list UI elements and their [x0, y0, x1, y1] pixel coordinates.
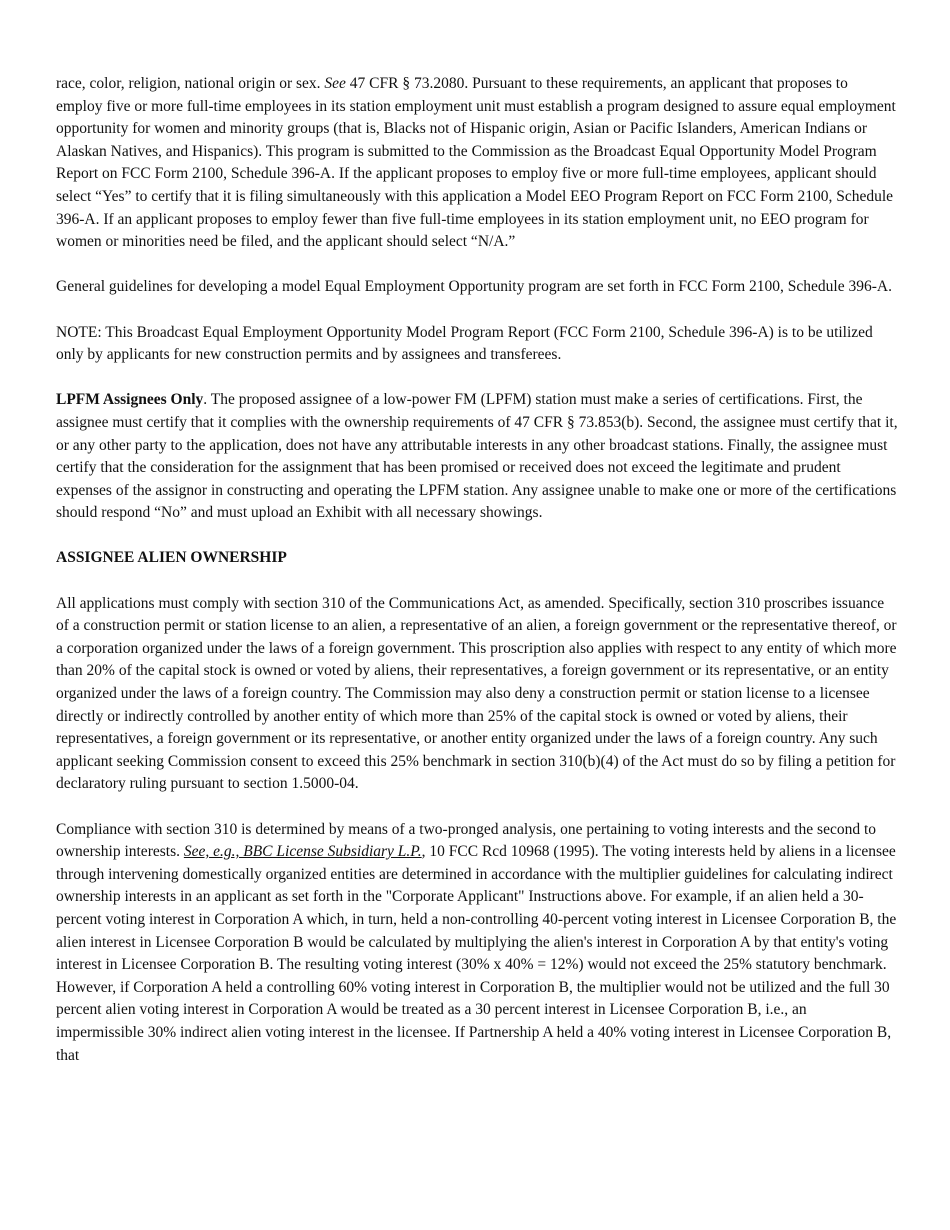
lpfm-text: . The proposed assignee of a low-power FM (LPFM) station must make a series of certifications. First, the assignee must certify that it complies with the ownership requirements of 47 CFR § 73.853(b). Second, the assignee must certify that it, or any other party to the application, does not have any attributable interests in any other broadcast stations. Finally, the assignee must certify that the consideration for the assignment that has been promised or received does not exceed the legitimate and prudent expenses of the assignor in constructing and operating the LPFM station. Any assignee unable to make one or more of the certifications should respond “No” and must upload an Exhibit with all necessary showings. — [56, 391, 898, 522]
section-310-paragraph: All applications must comply with section 310 of the Communications Act, as amended. Specifically, section 310 proscribes issuance of a construction permit or station license to an alien, a representative of an alien, a foreign government or the representative thereof, or a corporation organized under the laws of a foreign government. This proscription also applies with respect to any entity of which more than 20% of the capital stock is owned or voted by aliens, their representatives, a foreign government or its representative, or an entity organized under the laws of a foreign country. The Commission may also deny a construction permit or station license to a licensee directly or indirectly controlled by another entity of which more than 25% of the capital stock is owned or voted by aliens, their representatives, a foreign government or its representative, or another entity organized under the laws of a foreign country. Any such applicant seeking Commission consent to exceed this 25% benchmark in section 310(b)(4) of the Act must do so by filing a petition for declaratory ruling pursuant to section 1.5000-04. — [56, 594, 897, 793]
document-page — [56, 73, 898, 1090]
case-citation: See, e.g., BBC License Subsidiary L.P. — [183, 843, 422, 861]
eeo-text-rest: 47 CFR § 73.2080. Pursuant to these requirements, an applicant that proposes to employ five or more full-time employees in its station employment unit must establish a program designed to assure equal employment opportunity for women and minority groups (that is, Blacks not of Hispanic origin, Asian or Pacific Islanders, American Indians or Alaskan Natives, and Hispanics). This program is submitted to the Commission as the Broadcast Equal Opportunity Model Program Report on FCC Form 2100, Schedule 396-A. If the applicant proposes to employ five or more full-time employees, applicant should select “Yes” to certify that it is filing simultaneously with this application a Model EEO Program Report on FCC Form 2100, Schedule 396-A. If an applicant proposes to employ fewer than five full-time employees in its station employment unit, no EEO program for women or minorities need be filed, and the applicant should select “N/A.” — [56, 75, 896, 251]
eeo-paragraph — [56, 73, 898, 254]
see-citation: See — [324, 75, 346, 92]
compliance-text-rest: , 10 FCC Rcd 10968 (1995). The voting interests held by aliens in a licensee through intervening domestically organized entities are determined in accordance with the multiplier guidelines for calculating indirect ownership interests in an applicant as set forth in the "Corporate Applicant" Instructions above. For example, if an alien held a 30-percent voting interest in Corporation A which, in turn, held a non-controlling 40-percent voting interest in Licensee Corporation B, the alien interest in Licensee Corporation B would be calculated by multiplying the alien's interest in Corporation A by that entity's voting interest in Licensee Corporation B. The resulting voting interest (30% x 40% = 12%) would not exceed the 25% statutory benchmark. However, if Corporation A held a controlling 60% voting interest in Corporation B, the multiplier would not be utilized and the full 30 percent alien voting interest in Corporation A would be treated as a 30 percent interest in Licensee Corporation B, i.e., an impermissible 30% indirect alien voting interest in the licensee. If Partnership A held a 40% voting interest in Licensee Corporation B, that — [56, 843, 897, 1064]
lpfm-lead: LPFM Assignees Only — [56, 391, 204, 409]
eeo-text-start: race, color, religion, national origin or sex. — [56, 75, 325, 92]
compliance-text-start: Compliance with section 310 is determined by means of a two-pronged analysis, one pertaining to voting interests and the second to ownership interests. — [56, 820, 877, 861]
compliance-paragraph — [56, 819, 898, 1068]
section-heading: ASSIGNEE ALIEN OWNERSHIP — [56, 549, 287, 567]
guidelines-paragraph: General guidelines for developing a model Equal Employment Opportunity program are set forth in FCC Form 2100, Schedule 396-A. — [56, 278, 892, 296]
lpfm-paragraph — [56, 389, 898, 525]
note-paragraph: NOTE: This Broadcast Equal Employment Opportunity Model Program Report (FCC Form 2100, Schedule 396-A) is to be utilized only by applicants for new construction permits and by assignees and transferees. — [56, 323, 873, 364]
